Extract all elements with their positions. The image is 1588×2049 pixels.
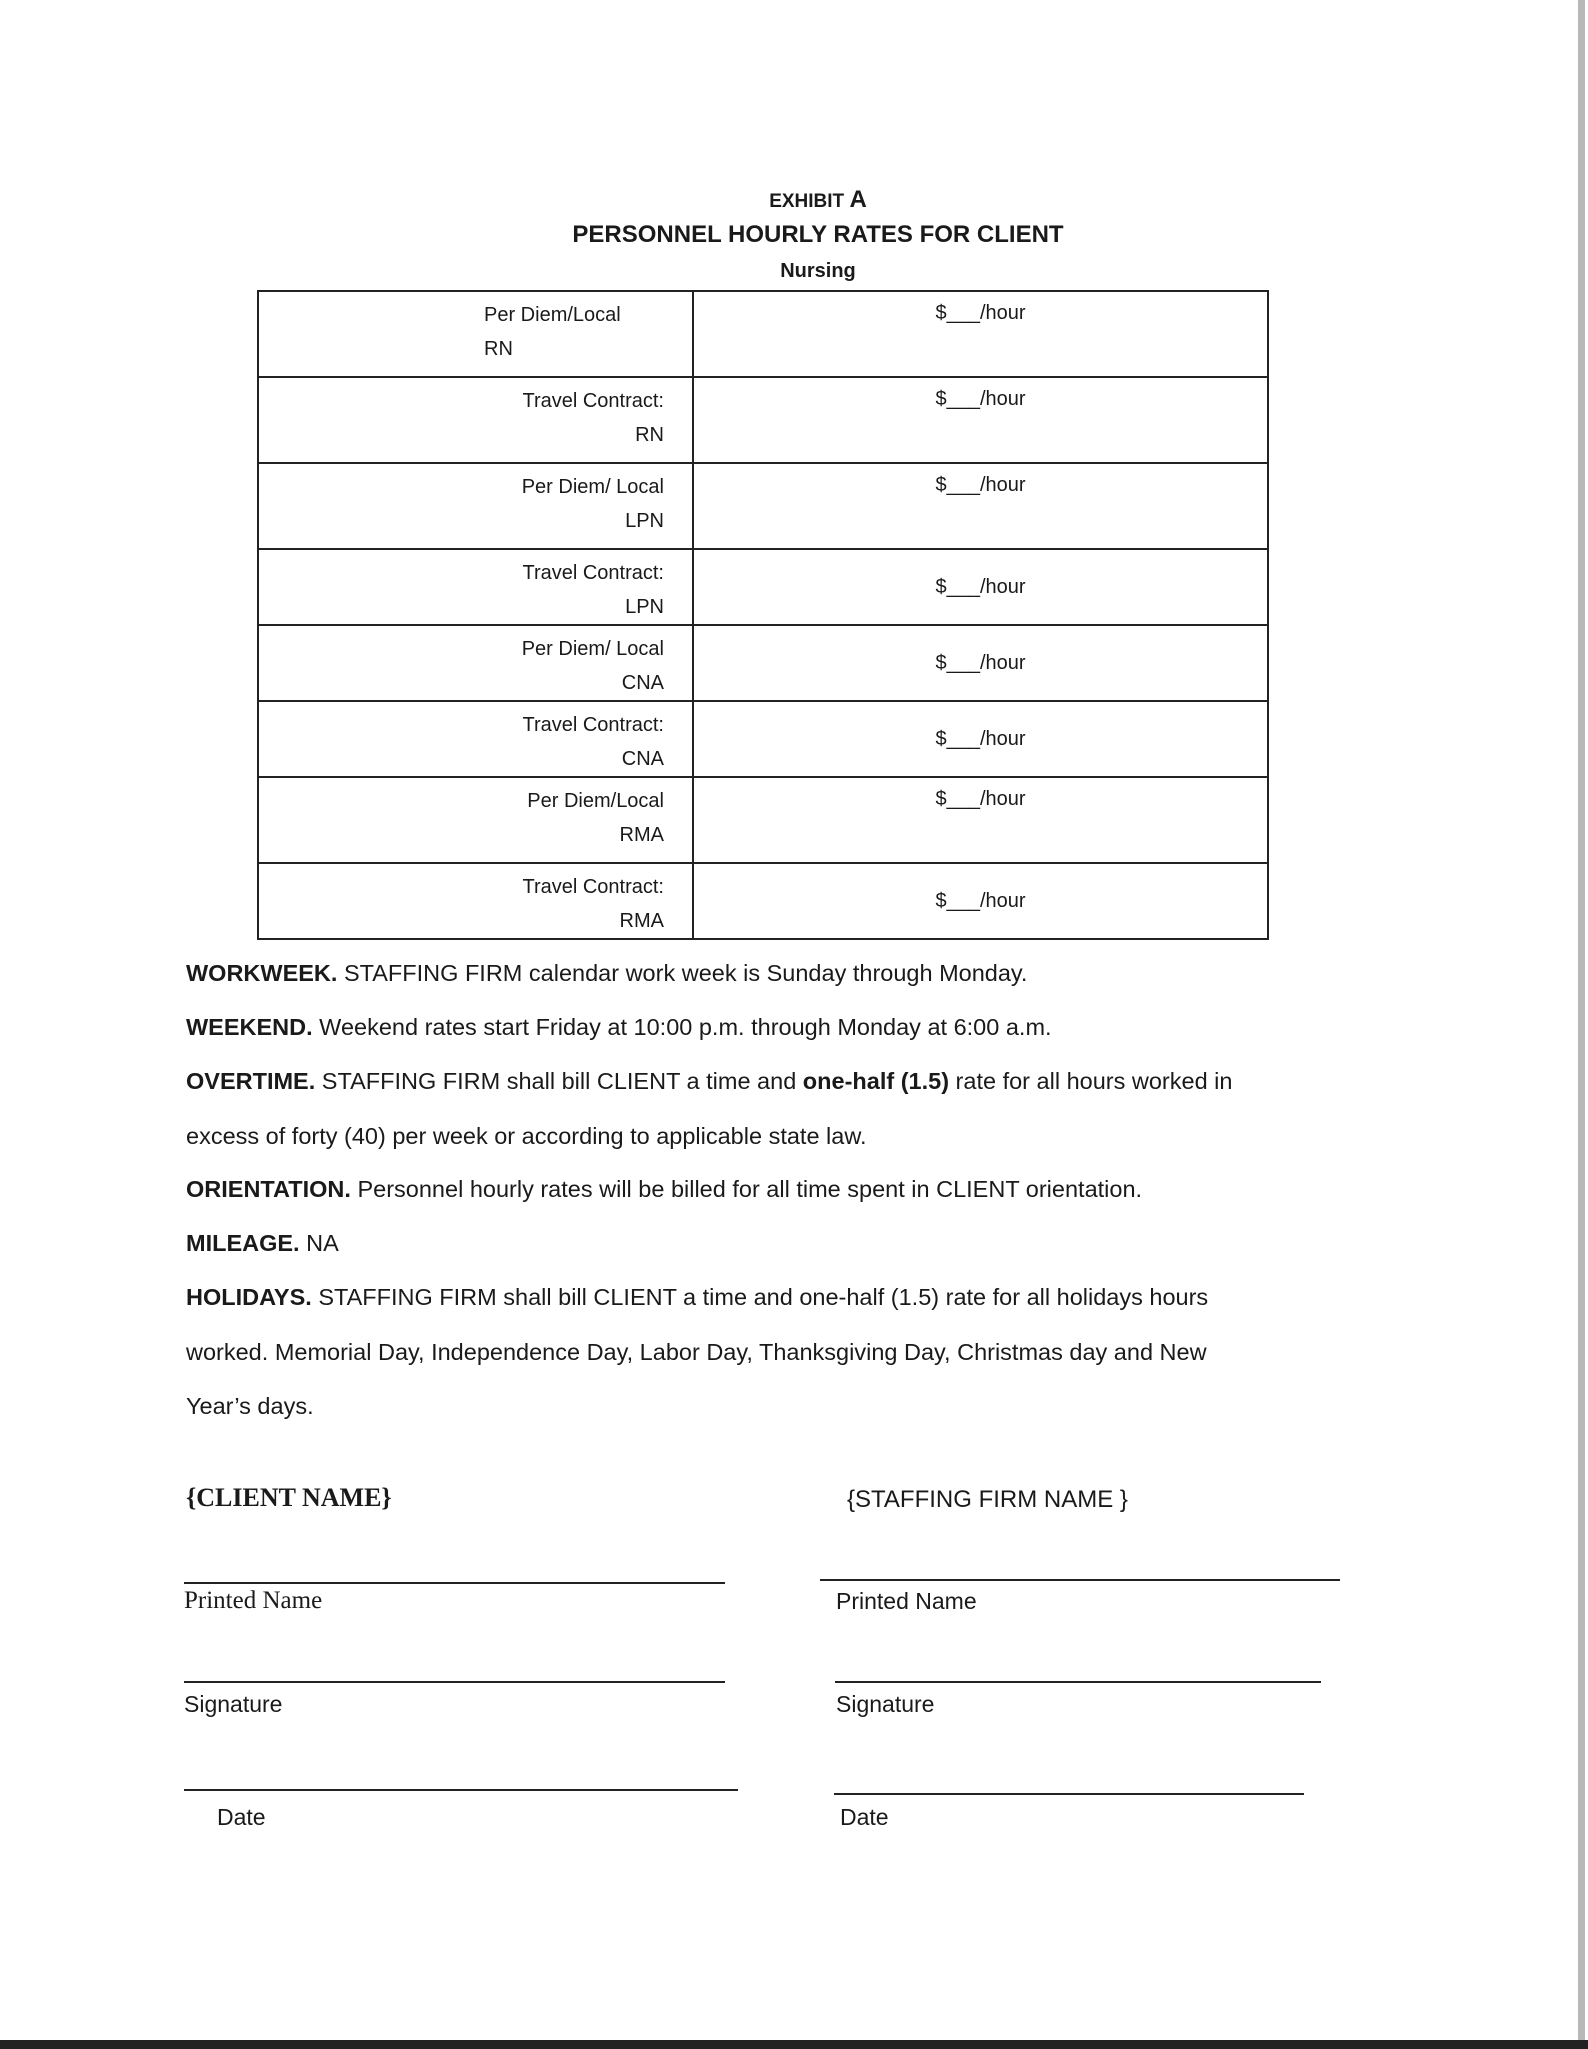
holidays-term bbox=[186, 1284, 1208, 1311]
term-label: ORIENTATION. bbox=[186, 1176, 351, 1202]
term-text: NA bbox=[299, 1230, 339, 1256]
weekend-term bbox=[186, 1014, 1052, 1041]
role-type: Travel Contract: bbox=[522, 876, 664, 898]
term-bold: one-half (1.5) bbox=[802, 1068, 950, 1094]
role-cell bbox=[258, 701, 693, 777]
holidays-term-cont: worked. Memorial Day, Independence Day, Labor Day, Thanksgiving Day, Christmas day and New bbox=[186, 1339, 1207, 1365]
firm-signature-label: Signature bbox=[836, 1691, 935, 1717]
client-signature-label: Signature bbox=[184, 1691, 283, 1717]
table-row bbox=[258, 863, 1268, 939]
role-type: Per Diem/Local bbox=[484, 304, 621, 326]
role-title: LPN bbox=[625, 596, 664, 618]
rate-cell: $___/hour bbox=[693, 377, 1268, 463]
rate-cell: $___/hour bbox=[693, 701, 1268, 777]
role-title: CNA bbox=[621, 672, 664, 694]
term-label: HOLIDAYS. bbox=[186, 1284, 312, 1310]
firm-signature-line[interactable] bbox=[835, 1681, 1321, 1683]
rate-cell: $___/hour bbox=[693, 463, 1268, 549]
term-text: Weekend rates start Friday at 10:00 p.m. through Monday at 6:00 a.m. bbox=[312, 1014, 1052, 1040]
holidays-term-cont2: Year’s days. bbox=[186, 1393, 314, 1419]
role-type: Travel Contract: bbox=[522, 562, 664, 584]
rate-cell: $___/hour bbox=[693, 863, 1268, 939]
role-type: Per Diem/Local bbox=[527, 790, 664, 812]
client-printed-name-label: Printed Name bbox=[184, 1587, 323, 1614]
role-title: CNA bbox=[621, 748, 664, 770]
term-text: STAFFING FIRM shall bill CLIENT a time and one-half (1.5) rate for all holidays hours bbox=[311, 1284, 1209, 1310]
client-printed-name-line[interactable] bbox=[184, 1582, 725, 1584]
table-row bbox=[258, 463, 1268, 549]
term-text: rate for all hours worked in bbox=[949, 1068, 1233, 1094]
firm-printed-name-label: Printed Name bbox=[836, 1588, 977, 1614]
role-title: RMA bbox=[619, 910, 664, 932]
role-title: LPN bbox=[625, 510, 664, 532]
term-text: STAFFING FIRM calendar work week is Sunday through Monday. bbox=[337, 960, 1028, 986]
page-subtitle: Nursing bbox=[780, 260, 856, 282]
table-row bbox=[258, 377, 1268, 463]
overtime-term bbox=[186, 1068, 1232, 1095]
role-type: Travel Contract: bbox=[522, 714, 664, 736]
term-label: MILEAGE. bbox=[186, 1230, 300, 1256]
firm-name-heading: {STAFFING FIRM NAME } bbox=[847, 1486, 1128, 1513]
role-type: Per Diem/ Local bbox=[521, 476, 664, 498]
client-signature-line[interactable] bbox=[184, 1681, 725, 1683]
term-text: Personnel hourly rates will be billed for all time spent in CLIENT orientation. bbox=[350, 1176, 1143, 1202]
role-type: Per Diem/ Local bbox=[521, 638, 664, 660]
rates-table bbox=[257, 290, 1269, 940]
rate-cell: $___/hour bbox=[693, 777, 1268, 863]
firm-date-line[interactable] bbox=[834, 1793, 1304, 1795]
rate-cell: $___/hour bbox=[693, 625, 1268, 701]
rate-cell: $___/hour bbox=[693, 291, 1268, 377]
table-row bbox=[258, 291, 1268, 377]
exhibit-label bbox=[0, 186, 1588, 214]
exhibit-word: EXHIBIT bbox=[769, 191, 845, 212]
table-row bbox=[258, 701, 1268, 777]
role-title: RN bbox=[484, 338, 513, 360]
rate-cell: $___/hour bbox=[693, 549, 1268, 625]
table-row bbox=[258, 777, 1268, 863]
overtime-term-cont: excess of forty (40) per week or according to applicable state law. bbox=[186, 1123, 867, 1149]
role-cell bbox=[258, 777, 693, 863]
role-cell bbox=[258, 463, 693, 549]
term-label: WORKWEEK. bbox=[186, 960, 338, 986]
role-title: RMA bbox=[619, 824, 664, 846]
page-edge-scrollbar[interactable] bbox=[1578, 0, 1585, 2040]
bottom-bar bbox=[0, 2040, 1588, 2049]
firm-date-label: Date bbox=[840, 1804, 889, 1830]
firm-printed-name-line[interactable] bbox=[820, 1579, 1340, 1581]
term-label: OVERTIME. bbox=[186, 1068, 316, 1094]
role-type: Travel Contract: bbox=[522, 390, 664, 412]
term-text: STAFFING FIRM shall bill CLIENT a time and bbox=[315, 1068, 803, 1094]
role-cell bbox=[258, 291, 693, 377]
table-row bbox=[258, 625, 1268, 701]
role-cell bbox=[258, 625, 693, 701]
client-date-line[interactable] bbox=[184, 1789, 738, 1791]
page-title: PERSONNEL HOURLY RATES FOR CLIENT bbox=[572, 221, 1064, 248]
term-label: WEEKEND. bbox=[186, 1014, 313, 1040]
client-date-label: Date bbox=[217, 1804, 266, 1830]
client-name-heading: {CLIENT NAME} bbox=[186, 1483, 392, 1512]
exhibit-letter: A bbox=[849, 186, 867, 213]
mileage-term bbox=[186, 1230, 339, 1257]
role-cell bbox=[258, 377, 693, 463]
role-cell bbox=[258, 863, 693, 939]
workweek-term bbox=[186, 960, 1027, 987]
table-row bbox=[258, 549, 1268, 625]
role-cell bbox=[258, 549, 693, 625]
orientation-term bbox=[186, 1176, 1142, 1203]
role-title: RN bbox=[635, 424, 664, 446]
